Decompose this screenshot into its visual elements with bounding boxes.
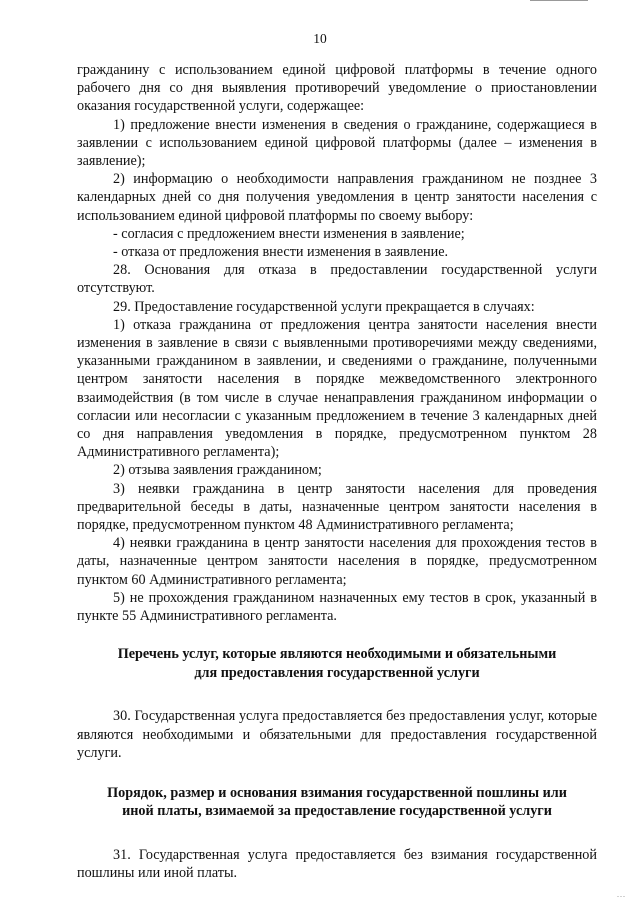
section-heading-services-line2: для предоставления государственной услуги — [194, 664, 480, 681]
paragraph-29-item-2: 2) отзыва заявления гражданином; — [113, 462, 322, 479]
footer-dots: ... — [617, 890, 626, 899]
paragraph-29-item-4: 4) неявки гражданина в центр занятости населения для прохождения тестов в даты, назначенные центром занятости населения в порядке, предусмотренном пунктом 60 Административного регламента; — [77, 535, 597, 588]
corner-mark — [530, 0, 588, 3]
section-heading-services-line1: Перечень услуг, которые являются необходимыми и обязательными — [117, 646, 557, 663]
paragraph-29: 29. Предоставление государственной услуги прекращается в случаях: — [113, 298, 535, 315]
paragraph-29-item-5: 5) не прохождения гражданином назначенных ему тестов в срок, указанный в пункте 55 Административного регламента. — [77, 589, 597, 625]
paragraph-28: 28. Основания для отказа в предоставлении государственной услуги отсутствуют. — [77, 262, 597, 297]
paragraph-option-consent: - согласия с предложением внести изменения в заявление; — [113, 225, 465, 242]
paragraph-option-refusal: - отказа от предложения внести изменения в заявление. — [113, 244, 449, 261]
paragraph-29-item-1: 1) отказа гражданина от предложения центра занятости населения внести изменения в заявление в связи с выявленными противоречиями между сведениями, указанными гражданином в заявлении, и сведениями о гражданине, полученными центром занятости населения в порядке межведомственного электронного взаимодействия (в том числе в случае ненаправления гражданином информации о согласии или несогласии с указанным предложением в течение 3 календарных дней со дня направления уведомления в порядке, предусмотренном пунктом 28 Административного регламента); — [77, 316, 597, 461]
section-heading-fees-line2: иной платы, взимаемой за предоставление государственной услуги — [122, 803, 552, 820]
section-heading-fees — [77, 784, 597, 821]
page-number: 10 — [313, 31, 327, 46]
paragraph-item-1: 1) предложение внести изменения в сведения о гражданине, содержащиеся в заявлении с использованием единой цифровой платформы (далее – изменения в заявление); — [77, 116, 597, 170]
paragraph-item-2: 2) информацию о необходимости направления гражданином не позднее 3 календарных дней со дня получения уведомления в центр занятости населения с использованием единой цифровой платформы по своему выбору: — [77, 171, 597, 224]
document-body — [77, 61, 597, 882]
paragraph-continuation: гражданину с использованием единой цифровой платформы в течение одного рабочего дня со дня выявления противоречий уведомление о приостановлении оказания государственной услуги, содержащее: — [77, 62, 597, 115]
section-heading-fees-line1: Порядок, размер и основания взимания государственной пошлины или — [107, 784, 567, 801]
paragraph-30: 30. Государственная услуга предоставляется без предоставления услуг, которые являются необходимыми и обязательными для предоставления государственной услуги. — [77, 708, 597, 761]
section-heading-services — [77, 645, 597, 682]
paragraph-31: 31. Государственная услуга предоставляется без взимания государственной пошлины или иной платы. — [77, 846, 597, 882]
paragraph-29-item-3: 3) неявки гражданина в центр занятости населения для проведения предварительной беседы в даты, назначенные центром занятости населения в порядке, предусмотренном пунктом 48 Административного регламента; — [77, 480, 597, 534]
